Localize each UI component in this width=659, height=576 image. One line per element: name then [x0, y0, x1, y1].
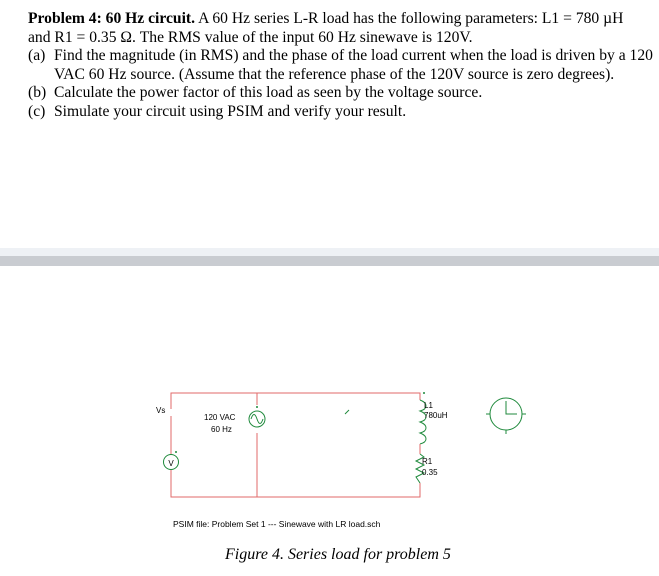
problem-heading: Problem 4: 60 Hz circuit. — [28, 10, 196, 27]
part-c-text: Simulate your circuit using PSIM and verify your result. — [54, 102, 407, 120]
part-a-tag: (a) — [28, 47, 46, 65]
problem-intro-line-1: A 60 Hz series L-R load has the following parameters: L1 = 780 µH — [195, 10, 624, 27]
part-c — [28, 103, 654, 122]
part-b — [28, 84, 654, 103]
page-divider-light — [0, 248, 659, 256]
loop-wire-left — [171, 446, 420, 497]
page-divider — [0, 256, 659, 266]
loop-wire-top-right — [257, 393, 420, 400]
resistor-name-label: R1 — [422, 457, 433, 466]
part-c-tag: (c) — [28, 102, 46, 120]
inductor-value-label: 780uH — [424, 411, 448, 420]
inductor-name-label: L1 — [424, 401, 433, 410]
ac-source-symbol — [249, 406, 265, 427]
part-a-text: Find the magnitude (in RMS) and the phase of the load current when the load is driven by a 120 VAC 60 Hz source. (Assume that the reference phase of the 120V source is zero degrees). — [54, 47, 653, 83]
probe-mark — [345, 410, 349, 414]
circuit-figure — [0, 266, 659, 576]
part-a — [28, 47, 654, 84]
part-b-text: Calculate the power factor of this load as seen by the voltage source. — [54, 84, 483, 102]
source-frequency-label: 60 Hz — [211, 425, 232, 434]
voltmeter-letter: V — [168, 459, 174, 468]
problem-statement — [28, 10, 654, 122]
problem-intro — [28, 10, 654, 29]
vs-label: Vs — [156, 406, 166, 415]
source-voltage-label: 120 VAC — [204, 413, 236, 422]
resistor-value-label: 0.35 — [422, 468, 438, 477]
circuit-wires — [171, 393, 420, 497]
part-b-tag: (b) — [28, 84, 47, 102]
inductor-dot — [423, 392, 425, 394]
psim-file-note: PSIM file: Problem Set 1 --- Sinewave with LR load.sch — [173, 519, 381, 529]
circuit-schematic — [0, 266, 659, 576]
clock-icon — [486, 398, 526, 434]
problem-intro-line-2: and R1 = 0.35 Ω. The RMS value of the input 60 Hz sinewave is 120V. — [28, 28, 473, 46]
figure-caption: Figure 4. Series load for problem 5 — [225, 546, 451, 563]
